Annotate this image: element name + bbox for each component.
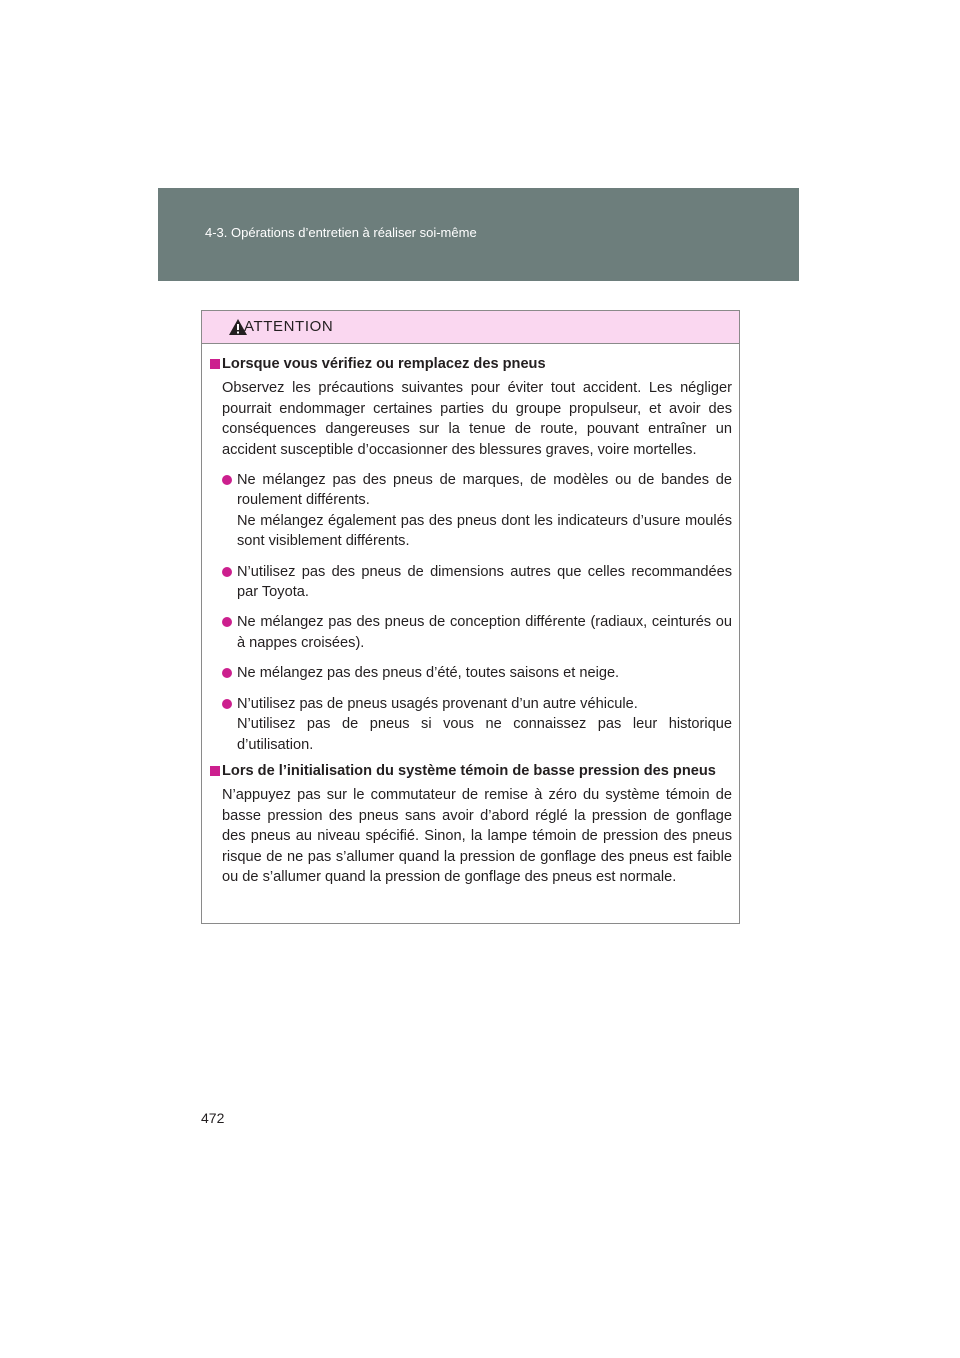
list-item: Ne mélangez pas des pneus de conception différente (radiaux, ceinturés ou à nappes croisées). bbox=[222, 612, 732, 653]
square-bullet-icon bbox=[210, 359, 220, 369]
attention-box bbox=[201, 310, 740, 924]
attention-label: ATTENTION bbox=[244, 318, 334, 335]
square-bullet-icon bbox=[210, 766, 220, 776]
section-title: 4-3. Opérations d’entretien à réaliser soi-même bbox=[205, 225, 477, 240]
list-item: Ne mélangez pas des pneus de marques, de modèles ou de bandes de roulement différents. Ne mélangez également pas des pneus dont les indicateurs d’usure moulés sont visiblement différents. bbox=[222, 470, 732, 552]
list-item: Ne mélangez pas des pneus d’été, toutes saisons et neige. bbox=[222, 663, 732, 683]
round-bullet-icon bbox=[222, 567, 232, 577]
round-bullet-icon bbox=[222, 617, 232, 627]
section-header-band bbox=[158, 188, 799, 281]
round-bullet-icon bbox=[222, 668, 232, 678]
round-bullet-icon bbox=[222, 475, 232, 485]
tire-check-paragraph: Observez les précautions suivantes pour éviter tout accident. Les négliger pourrait endommager certaines parties du groupe propulseur, et avoir des conséquences dangereuses sur la tenue de route, pouvant entraîner un accident susceptible d’occasionner des blessures graves, voire mortelles. bbox=[222, 380, 732, 458]
tpms-init-paragraph: N’appuyez pas sur le commutateur de remise à zéro du système témoin de basse pression des pneus sans avoir d’abord réglé la pression de gonflage des pneus au niveau spécifié. Sinon, la lampe témoin de pression des pneus risque de ne pas s’allumer quand la pression de gonflage des pneus est faible ou de s’allumer quand la pression de gonflage des pneus est normale. bbox=[222, 787, 732, 885]
list-item: N’utilisez pas de pneus usagés provenant d’un autre véhicule. N’utilisez pas de pneus si vous ne connaissez pas leur historique d’utilisation. bbox=[222, 694, 732, 755]
subsection-heading-tire-check: Lorsque vous vérifiez ou remplacez des pneus bbox=[210, 354, 732, 374]
list-item: N’utilisez pas des pneus de dimensions autres que celles recommandées par Toyota. bbox=[222, 562, 732, 603]
attention-body bbox=[202, 344, 739, 887]
page-number: 472 bbox=[201, 1110, 225, 1126]
subsection-heading-tpms-init: Lors de l’initialisation du système témoin de basse pression des pneus bbox=[210, 761, 732, 781]
attention-header bbox=[202, 311, 739, 344]
round-bullet-icon bbox=[222, 699, 232, 709]
